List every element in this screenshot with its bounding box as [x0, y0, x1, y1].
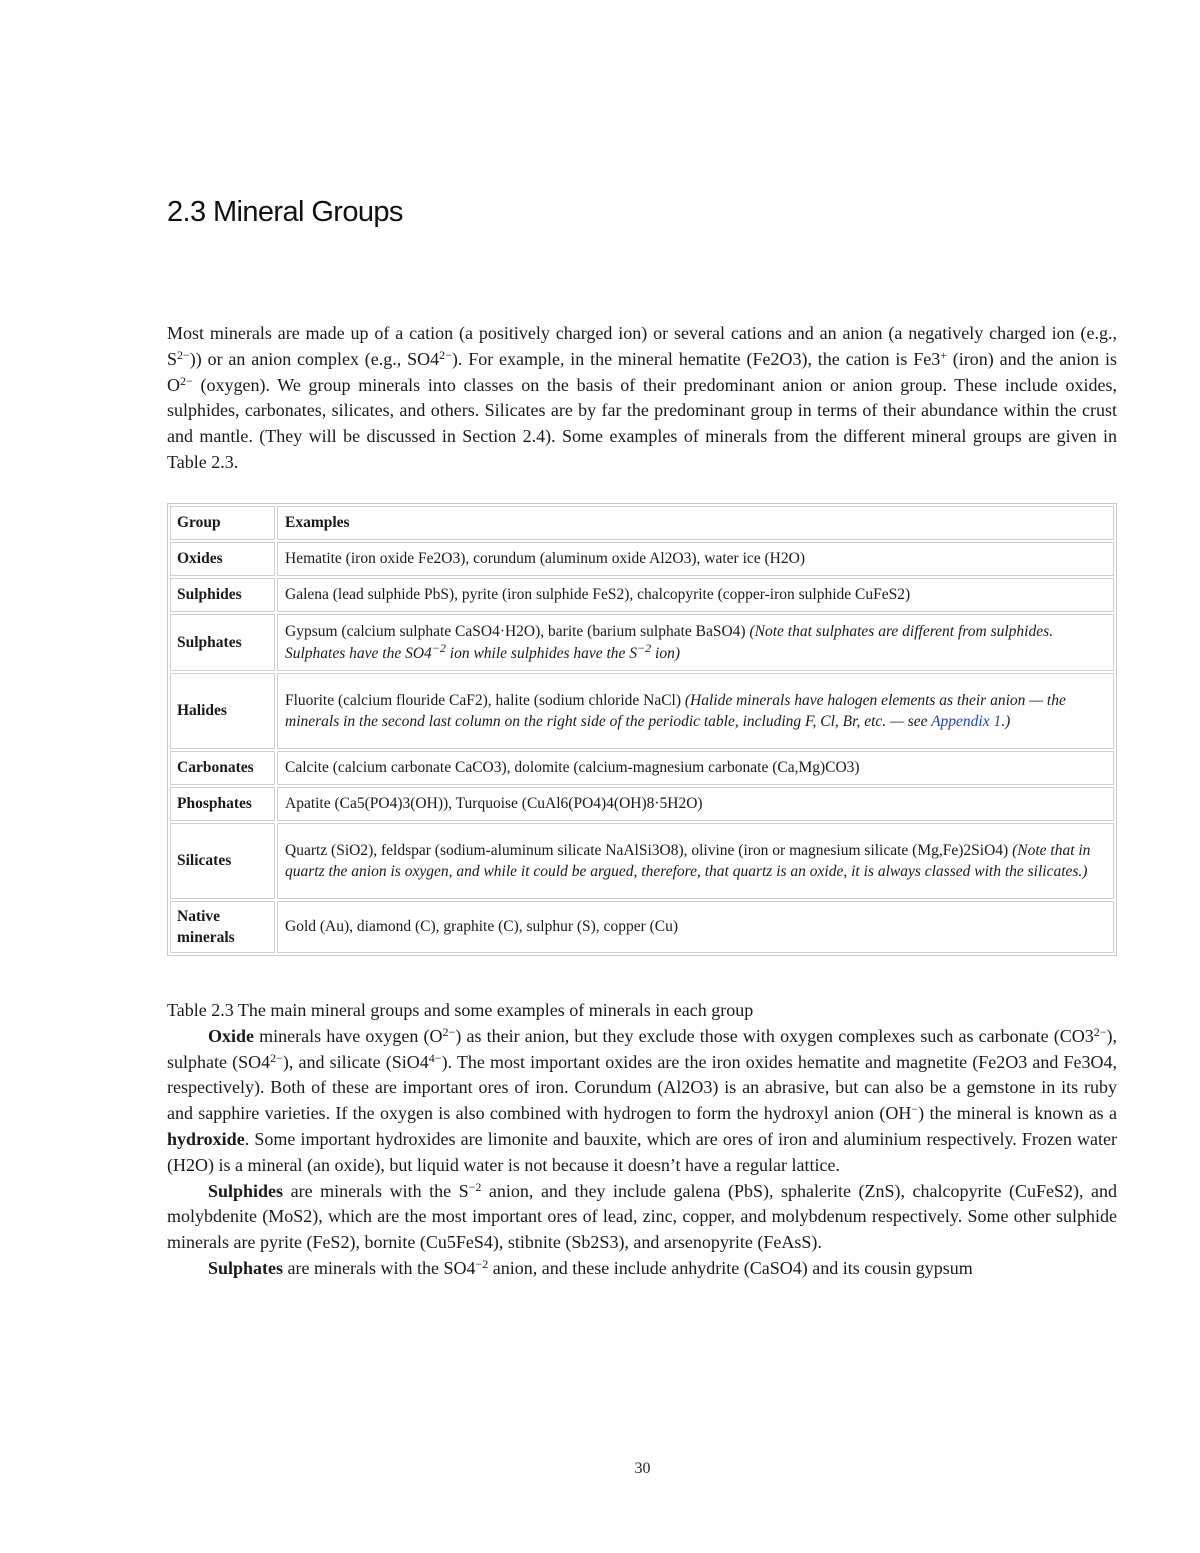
group-cell: Silicates	[170, 823, 275, 899]
sulphate-paragraph	[167, 1256, 1117, 1282]
note-text: .)	[1001, 713, 1011, 730]
paragraph-text: anion, and they include galena (PbS), sphalerite (ZnS), chalcopyrite (CuFeS2), and molybdenite (MoS2), which are the most important ores of lead, zinc, copper, and molybdenum respectively. Some other sulphide minerals are pyrite (FeS2), bornite (Cu5FeS4), stibnite (Sb2S3), and arsenopyrite (FeAsS).	[167, 1180, 1117, 1253]
paragraph-text: ), and silicate (SiO4	[282, 1051, 429, 1072]
page-number: 30	[634, 1460, 651, 1477]
paragraph-text: are minerals with the S	[283, 1180, 469, 1201]
table-row	[170, 673, 1114, 749]
body-text-block	[167, 998, 1117, 1282]
table-caption: Table 2.3 The main mineral groups and some examples of minerals in each group	[167, 1000, 754, 1020]
examples-text: Fluorite (calcium flouride CaF2), halite (sodium chloride NaCl)	[285, 691, 685, 709]
paragraph-text: ). The most important oxides are the iron oxides hematite and magnetite (Fe2O3 and Fe3O4, respectively). Both of these are important ores of iron. Corundum (Al2O3) is an abrasive, but can also be a gemstone in its ruby and sapphire varieties. If the oxygen is also combined with hydrogen to form the hydroxyl anion (OH	[167, 1051, 1117, 1124]
examples-cell	[277, 614, 1114, 671]
sulphide-paragraph	[167, 1179, 1117, 1256]
group-cell: Phosphates	[170, 787, 275, 821]
examples-cell: Galena (lead sulphide PbS), pyrite (iron sulphide FeS2), chalcopyrite (copper-iron sulphide CuFeS2)	[277, 578, 1114, 612]
table-row	[170, 578, 1114, 612]
table-header-row	[170, 506, 1114, 540]
term-sulphates: Sulphates	[208, 1257, 284, 1278]
examples-cell: Calcite (calcium carbonate CaCO3), dolomite (calcium-magnesium carbonate (Ca,Mg)CO3)	[277, 751, 1114, 785]
superscript: +	[940, 347, 947, 362]
examples-note: (Note that in quartz the anion is oxygen, and while it could be argued, therefore, that quartz is an oxide, it is always classed with the silicates.)	[285, 841, 1091, 880]
group-cell: Carbonates	[170, 751, 275, 785]
table-row	[170, 542, 1114, 576]
note-text: (Note that sulphates are different from sulphides. Sulphates have the SO4	[285, 623, 1054, 662]
oxide-paragraph	[167, 1024, 1117, 1179]
section-heading: 2.3 Mineral Groups	[167, 196, 403, 228]
appendix-link[interactable]: Appendix 1	[931, 713, 1002, 730]
group-cell: Sulphides	[170, 578, 275, 612]
group-cell: Native minerals	[170, 901, 275, 953]
paragraph-text: anion, and these include anhydrite (CaSO4) and its cousin gypsum	[488, 1257, 973, 1278]
paragraph-text: . Some important hydroxides are limonite and bauxite, which are ores of iron and aluminium respectively. Frozen water (H2O) is a mineral (an oxide), but liquid water is not because it doesn’t have a regular lattice.	[167, 1128, 1117, 1175]
intro-paragraph	[167, 321, 1117, 476]
superscript: 2−	[442, 1024, 456, 1039]
examples-cell: Gold (Au), diamond (C), graphite (C), sulphur (S), copper (Cu)	[277, 901, 1114, 953]
superscript: 2−	[1093, 1024, 1107, 1039]
examples-cell	[277, 673, 1114, 749]
note-text: (Halide minerals have halogen elements as their anion — the minerals in the second last column on the right side of the periodic table, including F, Cl, Br, etc. — see	[285, 691, 1066, 730]
examples-text: Quartz (SiO2), feldspar (sodium-aluminum silicate NaAlSi3O8), olivine (iron or magnesium silicate (Mg,Fe)2SiO4)	[285, 841, 1013, 859]
term-hydroxide: hydroxide	[167, 1128, 245, 1149]
examples-cell: Apatite (Ca5(PO4)3(OH)), Turquoise (CuAl6(PO4)4(OH)8·5H2O)	[277, 787, 1114, 821]
term-sulphides: Sulphides	[208, 1180, 284, 1201]
paragraph-text: ) the mineral is known as a	[918, 1103, 1117, 1124]
superscript: 2−	[270, 1050, 283, 1065]
table-row	[170, 787, 1114, 821]
intro-text: ). For example, in the mineral hematite (Fe2O3), the cation is Fe3	[451, 348, 941, 369]
superscript: −2	[468, 1179, 482, 1194]
mineral-groups-table	[167, 503, 1117, 956]
note-text: ion while sulphides have the S	[445, 644, 638, 662]
examples-text: Gypsum (calcium sulphate CaSO4·H2O), barite (barium sulphate BaSO4)	[285, 623, 750, 640]
group-cell: Oxides	[170, 542, 275, 576]
superscript: 2−	[439, 347, 452, 362]
superscript: −2	[637, 640, 652, 655]
paragraph-text: ) as their anion, but they exclude those with oxygen complexes such as carbonate (CO3	[455, 1025, 1094, 1046]
examples-cell: Hematite (iron oxide Fe2O3), corundum (aluminum oxide Al2O3), water ice (H2O)	[277, 542, 1114, 576]
note-text: ion)	[651, 644, 680, 662]
intro-text: (iron) and the anion is O	[167, 348, 1118, 395]
table-row	[170, 751, 1114, 785]
superscript: 4−	[428, 1050, 442, 1065]
header-examples: Examples	[277, 506, 1114, 540]
superscript: −2	[475, 1256, 489, 1271]
superscript: 2−	[177, 347, 190, 362]
group-cell: Halides	[170, 673, 275, 749]
intro-text: )) or an anion complex (e.g., SO4	[189, 348, 440, 369]
paragraph-text: are minerals with the SO4	[283, 1257, 476, 1278]
table-row	[170, 823, 1114, 899]
header-group: Group	[170, 506, 275, 540]
group-cell: Sulphates	[170, 614, 275, 671]
table-row	[170, 901, 1114, 953]
term-oxide: Oxide	[208, 1025, 255, 1046]
superscript: −	[911, 1102, 919, 1117]
paragraph-text: minerals have oxygen (O	[254, 1025, 443, 1046]
superscript: 2−	[180, 373, 193, 388]
intro-text: (oxygen). We group minerals into classes on the basis of their predominant anion or anion group. These include oxides, sulphides, carbonates, silicates, and others. Silicates are by far the predominant group in terms of their abundance within the crust and mantle. (They will be discussed in Section 2.4). Some examples of minerals from the different mineral groups are given in Table 2.3.	[167, 374, 1117, 472]
examples-cell	[277, 823, 1114, 899]
superscript: −2	[431, 640, 446, 655]
table-row	[170, 614, 1114, 671]
intro-text: Most minerals are made up of a cation (a positively charged ion) or several cations and an anion (a negatively charged ion (e.g., S	[167, 323, 1117, 369]
paragraph-text: ), sulphate (SO4	[167, 1025, 1117, 1072]
